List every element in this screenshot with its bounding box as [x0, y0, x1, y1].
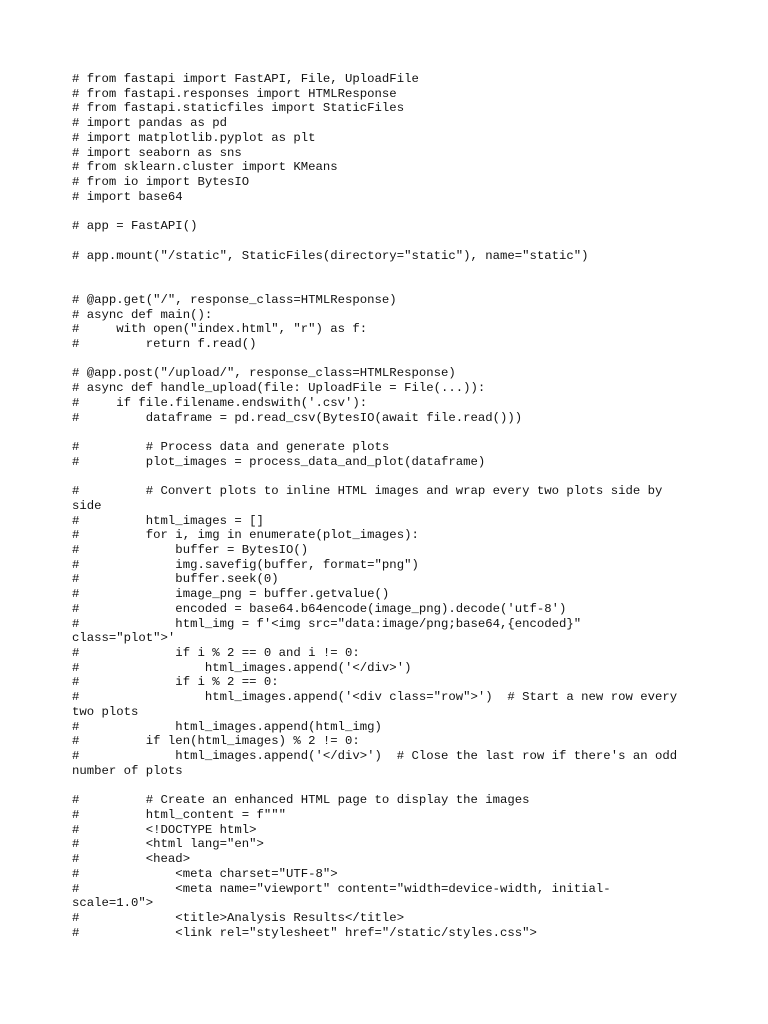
code-line: # import seaborn as sns	[72, 145, 242, 160]
code-line: # for i, img in enumerate(plot_images):	[72, 528, 419, 543]
code-line: # <meta name="viewport" content="width=device-width, initial-	[72, 881, 611, 896]
code-line: # # Convert plots to inline HTML images and wrap every two plots side by	[72, 484, 663, 499]
code-line: # if len(html_images) % 2 != 0:	[72, 734, 360, 749]
code-line: # with open("index.html", "r") as f:	[72, 322, 368, 337]
code-line: # <meta charset="UTF-8">	[72, 866, 338, 881]
code-line: # html_images.append(html_img)	[72, 719, 382, 734]
code-line: # import pandas as pd	[72, 116, 227, 131]
code-line: side	[72, 498, 102, 513]
code-line	[72, 779, 694, 794]
code-line: # <title>Analysis Results</title>	[72, 910, 405, 925]
code-line: # from fastapi.staticfiles import StaticFiles	[72, 101, 405, 116]
code-line	[72, 425, 694, 440]
code-line: # <html lang="en">	[72, 837, 264, 852]
code-line: # import matplotlib.pyplot as plt	[72, 130, 316, 145]
code-line: # from io import BytesIO	[72, 175, 250, 190]
code-line: # html_img = f'<img src="data:image/png;base64,{encoded}"	[72, 616, 582, 631]
code-line: # app = FastAPI()	[72, 219, 198, 234]
code-line: # plot_images = process_data_and_plot(dataframe)	[72, 454, 486, 469]
code-line: # @app.get("/", response_class=HTMLResponse)	[72, 292, 397, 307]
code-line: # return f.read()	[72, 336, 257, 351]
code-line: # from sklearn.cluster import KMeans	[72, 160, 338, 175]
code-line: # buffer.seek(0)	[72, 572, 279, 587]
code-line	[72, 234, 694, 249]
code-block	[72, 72, 694, 940]
code-line: # # Process data and generate plots	[72, 439, 390, 454]
code-line: # app.mount("/static", StaticFiles(directory="static"), name="static")	[72, 248, 589, 263]
code-line	[72, 469, 694, 484]
code-line	[72, 278, 694, 293]
code-line: # img.savefig(buffer, format="png")	[72, 557, 419, 572]
code-line: # html_images.append('<div class="row">') # Start a new row every	[72, 690, 678, 705]
code-line: scale=1.0">	[72, 896, 154, 911]
code-line: number of plots	[72, 763, 183, 778]
code-line: # dataframe = pd.read_csv(BytesIO(await file.read()))	[72, 410, 523, 425]
code-line: # async def handle_upload(file: UploadFile = File(...)):	[72, 381, 486, 396]
code-line: # html_images = []	[72, 513, 264, 528]
code-line: class="plot">'	[72, 631, 176, 646]
code-line: # from fastapi.responses import HTMLResponse	[72, 86, 397, 101]
code-line: # encoded = base64.b64encode(image_png).decode('utf-8')	[72, 601, 567, 616]
code-line: # <!DOCTYPE html>	[72, 822, 257, 837]
code-line	[72, 352, 694, 367]
code-line: # async def main():	[72, 307, 213, 322]
code-line: # from fastapi import FastAPI, File, UploadFile	[72, 72, 419, 86]
code-line: # html_images.append('</div>')	[72, 660, 412, 675]
code-line: two plots	[72, 704, 139, 719]
code-line	[72, 263, 694, 278]
code-line: # <link rel="stylesheet" href="/static/styles.css">	[72, 925, 537, 940]
code-line: # if i % 2 == 0:	[72, 675, 279, 690]
code-line: # if file.filename.endswith('.csv'):	[72, 395, 368, 410]
code-line: # image_png = buffer.getvalue()	[72, 587, 390, 602]
code-line: # if i % 2 == 0 and i != 0:	[72, 646, 360, 661]
code-line: # html_images.append('</div>') # Close the last row if there's an odd	[72, 749, 678, 764]
code-line	[72, 204, 694, 219]
code-line: # buffer = BytesIO()	[72, 543, 309, 557]
code-line: # <head>	[72, 852, 191, 867]
code-line: # # Create an enhanced HTML page to display the images	[72, 793, 530, 808]
code-line: # @app.post("/upload/", response_class=HTMLResponse)	[72, 366, 456, 381]
code-line: # html_content = f"""	[72, 807, 287, 822]
code-line: # import base64	[72, 189, 183, 204]
